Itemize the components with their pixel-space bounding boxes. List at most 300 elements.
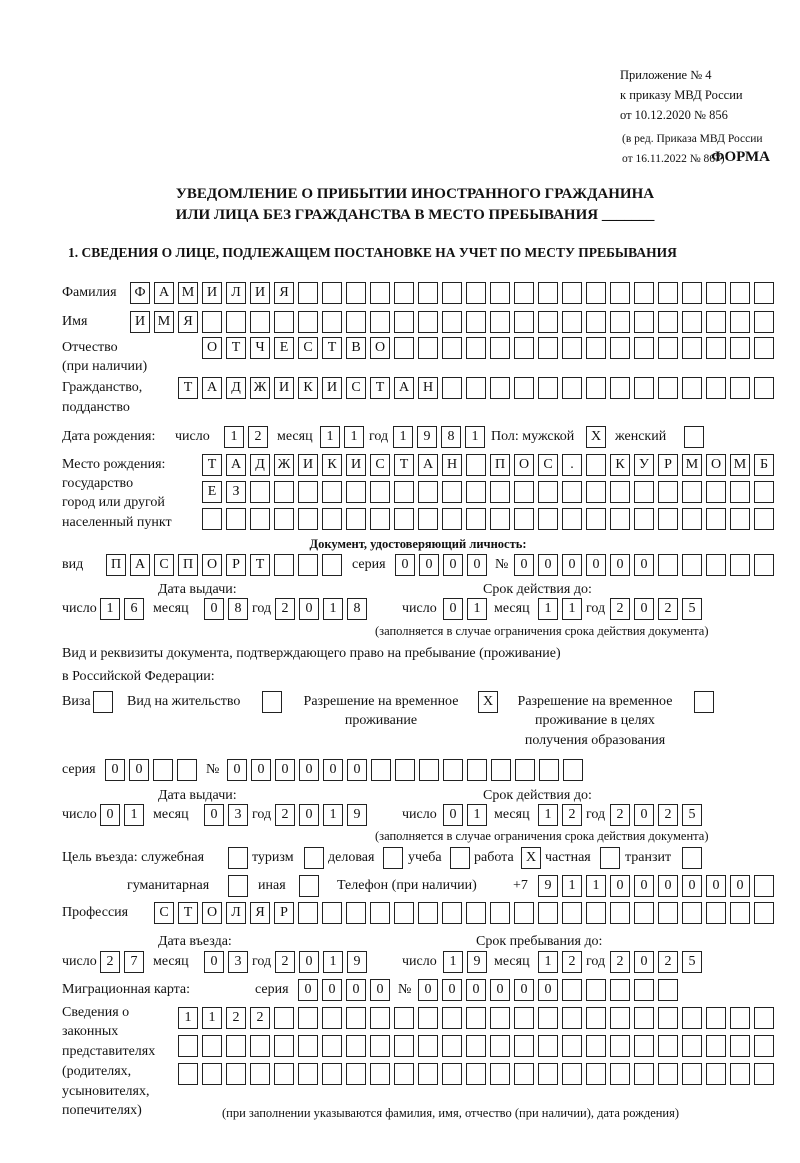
char-box[interactable]: [418, 311, 438, 333]
char-box[interactable]: 9: [347, 951, 367, 973]
char-box[interactable]: Т: [394, 454, 414, 476]
char-box[interactable]: 0: [251, 759, 271, 781]
char-box[interactable]: [322, 1007, 342, 1029]
char-box[interactable]: [466, 481, 486, 503]
char-box[interactable]: 2: [250, 1007, 270, 1029]
char-box[interactable]: 0: [346, 979, 366, 1001]
char-box[interactable]: [586, 282, 606, 304]
char-box[interactable]: 1: [538, 951, 558, 973]
char-box[interactable]: 0: [323, 759, 343, 781]
char-box[interactable]: [754, 554, 774, 576]
char-box[interactable]: 2: [275, 598, 295, 620]
char-box[interactable]: 1: [465, 426, 485, 448]
char-box[interactable]: [682, 481, 702, 503]
char-box[interactable]: В: [346, 337, 366, 359]
char-box[interactable]: [443, 759, 463, 781]
char-box[interactable]: [346, 481, 366, 503]
char-box[interactable]: 0: [610, 554, 630, 576]
char-box[interactable]: [586, 508, 606, 530]
id-kind-field[interactable]: [106, 554, 342, 576]
char-box[interactable]: [93, 691, 113, 713]
char-box[interactable]: [706, 377, 726, 399]
char-box[interactable]: Р: [274, 902, 294, 924]
char-box[interactable]: 2: [658, 598, 678, 620]
char-box[interactable]: А: [394, 377, 414, 399]
char-box[interactable]: [634, 337, 654, 359]
char-box[interactable]: [684, 426, 704, 448]
char-box[interactable]: 1: [202, 1007, 222, 1029]
char-box[interactable]: [658, 554, 678, 576]
char-box[interactable]: [706, 508, 726, 530]
char-box[interactable]: [450, 847, 470, 869]
right-series-field[interactable]: [105, 759, 197, 781]
char-box[interactable]: 8: [347, 598, 367, 620]
char-box[interactable]: 0: [275, 759, 295, 781]
residence-checkbox[interactable]: [262, 691, 282, 713]
char-box[interactable]: А: [418, 454, 438, 476]
char-box[interactable]: [514, 377, 534, 399]
char-box[interactable]: [730, 902, 750, 924]
char-box[interactable]: 1: [467, 804, 487, 826]
stay-month-field[interactable]: [538, 951, 582, 973]
char-box[interactable]: М: [682, 454, 702, 476]
char-box[interactable]: [370, 1035, 390, 1057]
char-box[interactable]: М: [178, 282, 198, 304]
char-box[interactable]: [322, 1035, 342, 1057]
char-box[interactable]: Т: [250, 554, 270, 576]
char-box[interactable]: Н: [442, 454, 462, 476]
char-box[interactable]: [538, 282, 558, 304]
char-box[interactable]: [322, 554, 342, 576]
name-field[interactable]: [130, 311, 774, 333]
char-box[interactable]: И: [322, 377, 342, 399]
char-box[interactable]: [538, 481, 558, 503]
temp-res-edu-checkbox[interactable]: [694, 691, 714, 713]
char-box[interactable]: [610, 311, 630, 333]
char-box[interactable]: И: [274, 377, 294, 399]
char-box[interactable]: 0: [370, 979, 390, 1001]
char-box[interactable]: 1: [467, 598, 487, 620]
char-box[interactable]: [682, 554, 702, 576]
char-box[interactable]: [383, 847, 403, 869]
char-box[interactable]: [442, 282, 462, 304]
char-box[interactable]: [754, 1035, 774, 1057]
char-box[interactable]: [658, 337, 678, 359]
char-box[interactable]: [586, 1007, 606, 1029]
birth-place-field[interactable]: [202, 454, 774, 476]
char-box[interactable]: Т: [202, 454, 222, 476]
char-box[interactable]: [178, 1035, 198, 1057]
legal-reps-field[interactable]: [178, 1007, 774, 1029]
char-box[interactable]: 9: [417, 426, 437, 448]
char-box[interactable]: [658, 1063, 678, 1085]
char-box[interactable]: М: [154, 311, 174, 333]
char-box[interactable]: [394, 337, 414, 359]
char-box[interactable]: А: [130, 554, 150, 576]
char-box[interactable]: [658, 1007, 678, 1029]
char-box[interactable]: С: [154, 902, 174, 924]
char-box[interactable]: М: [730, 454, 750, 476]
char-box[interactable]: 1: [320, 426, 340, 448]
char-box[interactable]: [394, 282, 414, 304]
char-box[interactable]: [418, 902, 438, 924]
char-box[interactable]: [706, 554, 726, 576]
char-box[interactable]: 0: [322, 979, 342, 1001]
char-box[interactable]: П: [106, 554, 126, 576]
phone-field[interactable]: [538, 875, 774, 897]
char-box[interactable]: [466, 311, 486, 333]
char-box[interactable]: 0: [682, 875, 702, 897]
char-box[interactable]: [730, 377, 750, 399]
char-box[interactable]: [706, 311, 726, 333]
char-box[interactable]: [586, 377, 606, 399]
char-box[interactable]: [754, 1007, 774, 1029]
char-box[interactable]: [562, 1063, 582, 1085]
entry-year-field[interactable]: [275, 951, 367, 973]
char-box[interactable]: 0: [129, 759, 149, 781]
char-box[interactable]: [322, 282, 342, 304]
char-box[interactable]: [682, 1035, 702, 1057]
char-box[interactable]: Т: [370, 377, 390, 399]
char-box[interactable]: [586, 337, 606, 359]
char-box[interactable]: [610, 1007, 630, 1029]
char-box[interactable]: [586, 454, 606, 476]
char-box[interactable]: [370, 1007, 390, 1029]
char-box[interactable]: [562, 1007, 582, 1029]
char-box[interactable]: Я: [178, 311, 198, 333]
char-box[interactable]: 0: [586, 554, 606, 576]
char-box[interactable]: [730, 282, 750, 304]
char-box[interactable]: [634, 902, 654, 924]
char-box[interactable]: [370, 508, 390, 530]
char-box[interactable]: [563, 759, 583, 781]
char-box[interactable]: [730, 508, 750, 530]
char-box[interactable]: [562, 311, 582, 333]
char-box[interactable]: 5: [682, 804, 702, 826]
char-box[interactable]: 7: [124, 951, 144, 973]
char-box[interactable]: [682, 902, 702, 924]
char-box[interactable]: С: [538, 454, 558, 476]
char-box[interactable]: 0: [634, 598, 654, 620]
char-box[interactable]: [658, 282, 678, 304]
char-box[interactable]: 0: [105, 759, 125, 781]
char-box[interactable]: 0: [634, 554, 654, 576]
migration-series-field[interactable]: [298, 979, 390, 1001]
char-box[interactable]: [250, 311, 270, 333]
char-box[interactable]: [610, 377, 630, 399]
char-box[interactable]: 0: [466, 979, 486, 1001]
birth-place-field[interactable]: [202, 481, 774, 503]
char-box[interactable]: [538, 311, 558, 333]
char-box[interactable]: [274, 1007, 294, 1029]
char-box[interactable]: 1: [124, 804, 144, 826]
char-box[interactable]: 0: [562, 554, 582, 576]
char-box[interactable]: [634, 979, 654, 1001]
char-box[interactable]: [322, 1063, 342, 1085]
purpose-study-checkbox[interactable]: [450, 847, 470, 869]
char-box[interactable]: 1: [323, 598, 343, 620]
char-box[interactable]: [706, 902, 726, 924]
char-box[interactable]: [682, 282, 702, 304]
right-valid-day-field[interactable]: [443, 804, 487, 826]
char-box[interactable]: [346, 1035, 366, 1057]
char-box[interactable]: [682, 377, 702, 399]
char-box[interactable]: [730, 337, 750, 359]
char-box[interactable]: 1: [586, 875, 606, 897]
purpose-transit-checkbox[interactable]: [682, 847, 702, 869]
char-box[interactable]: [346, 902, 366, 924]
char-box[interactable]: [538, 1035, 558, 1057]
id-valid-day-field[interactable]: [443, 598, 487, 620]
purpose-humanitarian-checkbox[interactable]: [228, 875, 248, 897]
char-box[interactable]: [514, 311, 534, 333]
char-box[interactable]: А: [226, 454, 246, 476]
char-box[interactable]: [418, 1063, 438, 1085]
char-box[interactable]: [370, 282, 390, 304]
char-box[interactable]: [634, 1035, 654, 1057]
char-box[interactable]: [514, 1063, 534, 1085]
char-box[interactable]: [490, 337, 510, 359]
char-box[interactable]: 0: [418, 979, 438, 1001]
char-box[interactable]: А: [154, 282, 174, 304]
char-box[interactable]: [706, 337, 726, 359]
char-box[interactable]: [228, 847, 248, 869]
char-box[interactable]: 0: [538, 554, 558, 576]
char-box[interactable]: А: [202, 377, 222, 399]
char-box[interactable]: [418, 1007, 438, 1029]
char-box[interactable]: [610, 979, 630, 1001]
citizenship-field[interactable]: [178, 377, 774, 399]
char-box[interactable]: Я: [250, 902, 270, 924]
char-box[interactable]: [442, 481, 462, 503]
char-box[interactable]: [226, 1035, 246, 1057]
char-box[interactable]: [490, 1007, 510, 1029]
char-box[interactable]: 1: [393, 426, 413, 448]
char-box[interactable]: 0: [514, 979, 534, 1001]
char-box[interactable]: Д: [250, 454, 270, 476]
char-box[interactable]: 1: [443, 951, 463, 973]
char-box[interactable]: [418, 1035, 438, 1057]
right-issue-month-field[interactable]: [204, 804, 248, 826]
char-box[interactable]: П: [178, 554, 198, 576]
sex-female-checkbox[interactable]: [684, 426, 704, 448]
char-box[interactable]: [490, 1063, 510, 1085]
char-box[interactable]: О: [514, 454, 534, 476]
char-box[interactable]: [514, 1035, 534, 1057]
legal-reps-field[interactable]: [178, 1035, 774, 1057]
char-box[interactable]: Л: [226, 902, 246, 924]
char-box[interactable]: [322, 508, 342, 530]
char-box[interactable]: [586, 481, 606, 503]
char-box[interactable]: [490, 377, 510, 399]
char-box[interactable]: 2: [562, 804, 582, 826]
char-box[interactable]: [754, 282, 774, 304]
char-box[interactable]: [298, 1035, 318, 1057]
char-box[interactable]: О: [202, 554, 222, 576]
char-box[interactable]: [610, 902, 630, 924]
char-box[interactable]: Е: [202, 481, 222, 503]
char-box[interactable]: [754, 481, 774, 503]
char-box[interactable]: [610, 481, 630, 503]
char-box[interactable]: [562, 1035, 582, 1057]
purpose-business-checkbox[interactable]: [383, 847, 403, 869]
char-box[interactable]: [262, 691, 282, 713]
char-box[interactable]: Т: [226, 337, 246, 359]
char-box[interactable]: 5: [682, 951, 702, 973]
char-box[interactable]: [658, 481, 678, 503]
char-box[interactable]: 6: [124, 598, 144, 620]
char-box[interactable]: [298, 508, 318, 530]
char-box[interactable]: [442, 337, 462, 359]
char-box[interactable]: Я: [274, 282, 294, 304]
char-box[interactable]: 1: [224, 426, 244, 448]
char-box[interactable]: [418, 508, 438, 530]
char-box[interactable]: 2: [562, 951, 582, 973]
char-box[interactable]: [754, 875, 774, 897]
char-box[interactable]: Р: [658, 454, 678, 476]
char-box[interactable]: 0: [299, 951, 319, 973]
char-box[interactable]: [298, 1007, 318, 1029]
char-box[interactable]: [694, 691, 714, 713]
char-box[interactable]: И: [202, 282, 222, 304]
char-box[interactable]: [634, 1063, 654, 1085]
char-box[interactable]: 0: [514, 554, 534, 576]
char-box[interactable]: 0: [419, 554, 439, 576]
char-box[interactable]: [682, 1007, 702, 1029]
char-box[interactable]: Ж: [250, 377, 270, 399]
char-box[interactable]: [706, 282, 726, 304]
char-box[interactable]: 1: [538, 598, 558, 620]
char-box[interactable]: К: [322, 454, 342, 476]
sex-male-checkbox[interactable]: [586, 426, 606, 448]
char-box[interactable]: [754, 377, 774, 399]
char-box[interactable]: [658, 1035, 678, 1057]
char-box[interactable]: О: [370, 337, 390, 359]
id-issue-month-field[interactable]: [204, 598, 248, 620]
char-box[interactable]: 0: [299, 759, 319, 781]
char-box[interactable]: 0: [634, 951, 654, 973]
char-box[interactable]: [562, 282, 582, 304]
char-box[interactable]: К: [298, 377, 318, 399]
char-box[interactable]: [202, 508, 222, 530]
char-box[interactable]: [466, 337, 486, 359]
right-issue-year-field[interactable]: [275, 804, 367, 826]
char-box[interactable]: 0: [204, 598, 224, 620]
char-box[interactable]: С: [346, 377, 366, 399]
char-box[interactable]: 2: [610, 598, 630, 620]
char-box[interactable]: [346, 1007, 366, 1029]
char-box[interactable]: 2: [610, 951, 630, 973]
char-box[interactable]: 3: [228, 951, 248, 973]
char-box[interactable]: 0: [706, 875, 726, 897]
char-box[interactable]: [562, 979, 582, 1001]
char-box[interactable]: 0: [443, 804, 463, 826]
char-box[interactable]: [634, 377, 654, 399]
char-box[interactable]: И: [298, 454, 318, 476]
surname-field[interactable]: [130, 282, 774, 304]
char-box[interactable]: [538, 1007, 558, 1029]
char-box[interactable]: [153, 759, 173, 781]
char-box[interactable]: Н: [418, 377, 438, 399]
right-valid-month-field[interactable]: [538, 804, 582, 826]
purpose-tourism-checkbox[interactable]: [304, 847, 324, 869]
char-box[interactable]: [226, 1063, 246, 1085]
legal-reps-field[interactable]: [178, 1063, 774, 1085]
id-series-field[interactable]: [395, 554, 487, 576]
char-box[interactable]: [730, 1007, 750, 1029]
char-box[interactable]: [730, 1035, 750, 1057]
char-box[interactable]: [322, 311, 342, 333]
char-box[interactable]: 8: [441, 426, 461, 448]
char-box[interactable]: 0: [467, 554, 487, 576]
char-box[interactable]: [600, 847, 620, 869]
char-box[interactable]: [490, 1035, 510, 1057]
profession-field[interactable]: [154, 902, 774, 924]
char-box[interactable]: .: [562, 454, 582, 476]
id-issue-year-field[interactable]: [275, 598, 367, 620]
char-box[interactable]: 0: [610, 875, 630, 897]
char-box[interactable]: [466, 454, 486, 476]
char-box[interactable]: [562, 508, 582, 530]
char-box[interactable]: [370, 481, 390, 503]
char-box[interactable]: Т: [178, 902, 198, 924]
char-box[interactable]: 0: [204, 804, 224, 826]
char-box[interactable]: [466, 1007, 486, 1029]
char-box[interactable]: 1: [100, 598, 120, 620]
char-box[interactable]: [586, 979, 606, 1001]
char-box[interactable]: [298, 311, 318, 333]
char-box[interactable]: [514, 337, 534, 359]
char-box[interactable]: [730, 1063, 750, 1085]
purpose-other-checkbox[interactable]: [299, 875, 319, 897]
char-box[interactable]: Ж: [274, 454, 294, 476]
char-box[interactable]: [490, 282, 510, 304]
visa-checkbox[interactable]: [93, 691, 113, 713]
char-box[interactable]: [658, 902, 678, 924]
char-box[interactable]: [442, 902, 462, 924]
char-box[interactable]: [562, 902, 582, 924]
char-box[interactable]: О: [706, 454, 726, 476]
char-box[interactable]: [274, 1063, 294, 1085]
char-box[interactable]: 0: [443, 598, 463, 620]
right-number-field[interactable]: [227, 759, 583, 781]
char-box[interactable]: [419, 759, 439, 781]
char-box[interactable]: 0: [490, 979, 510, 1001]
char-box[interactable]: 0: [204, 951, 224, 973]
char-box[interactable]: [442, 377, 462, 399]
migration-number-field[interactable]: [418, 979, 678, 1001]
char-box[interactable]: [346, 508, 366, 530]
char-box[interactable]: [682, 847, 702, 869]
char-box[interactable]: 9: [538, 875, 558, 897]
char-box[interactable]: [634, 311, 654, 333]
char-box[interactable]: 0: [442, 979, 462, 1001]
char-box[interactable]: [274, 508, 294, 530]
char-box[interactable]: Б: [754, 454, 774, 476]
char-box[interactable]: Т: [178, 377, 198, 399]
char-box[interactable]: [706, 1063, 726, 1085]
char-box[interactable]: 0: [634, 804, 654, 826]
stay-day-field[interactable]: [443, 951, 487, 973]
char-box[interactable]: О: [202, 337, 222, 359]
char-box[interactable]: К: [610, 454, 630, 476]
char-box[interactable]: [682, 508, 702, 530]
char-box[interactable]: [515, 759, 535, 781]
char-box[interactable]: [394, 1007, 414, 1029]
char-box[interactable]: 2: [226, 1007, 246, 1029]
char-box[interactable]: Ч: [250, 337, 270, 359]
char-box[interactable]: [682, 1063, 702, 1085]
